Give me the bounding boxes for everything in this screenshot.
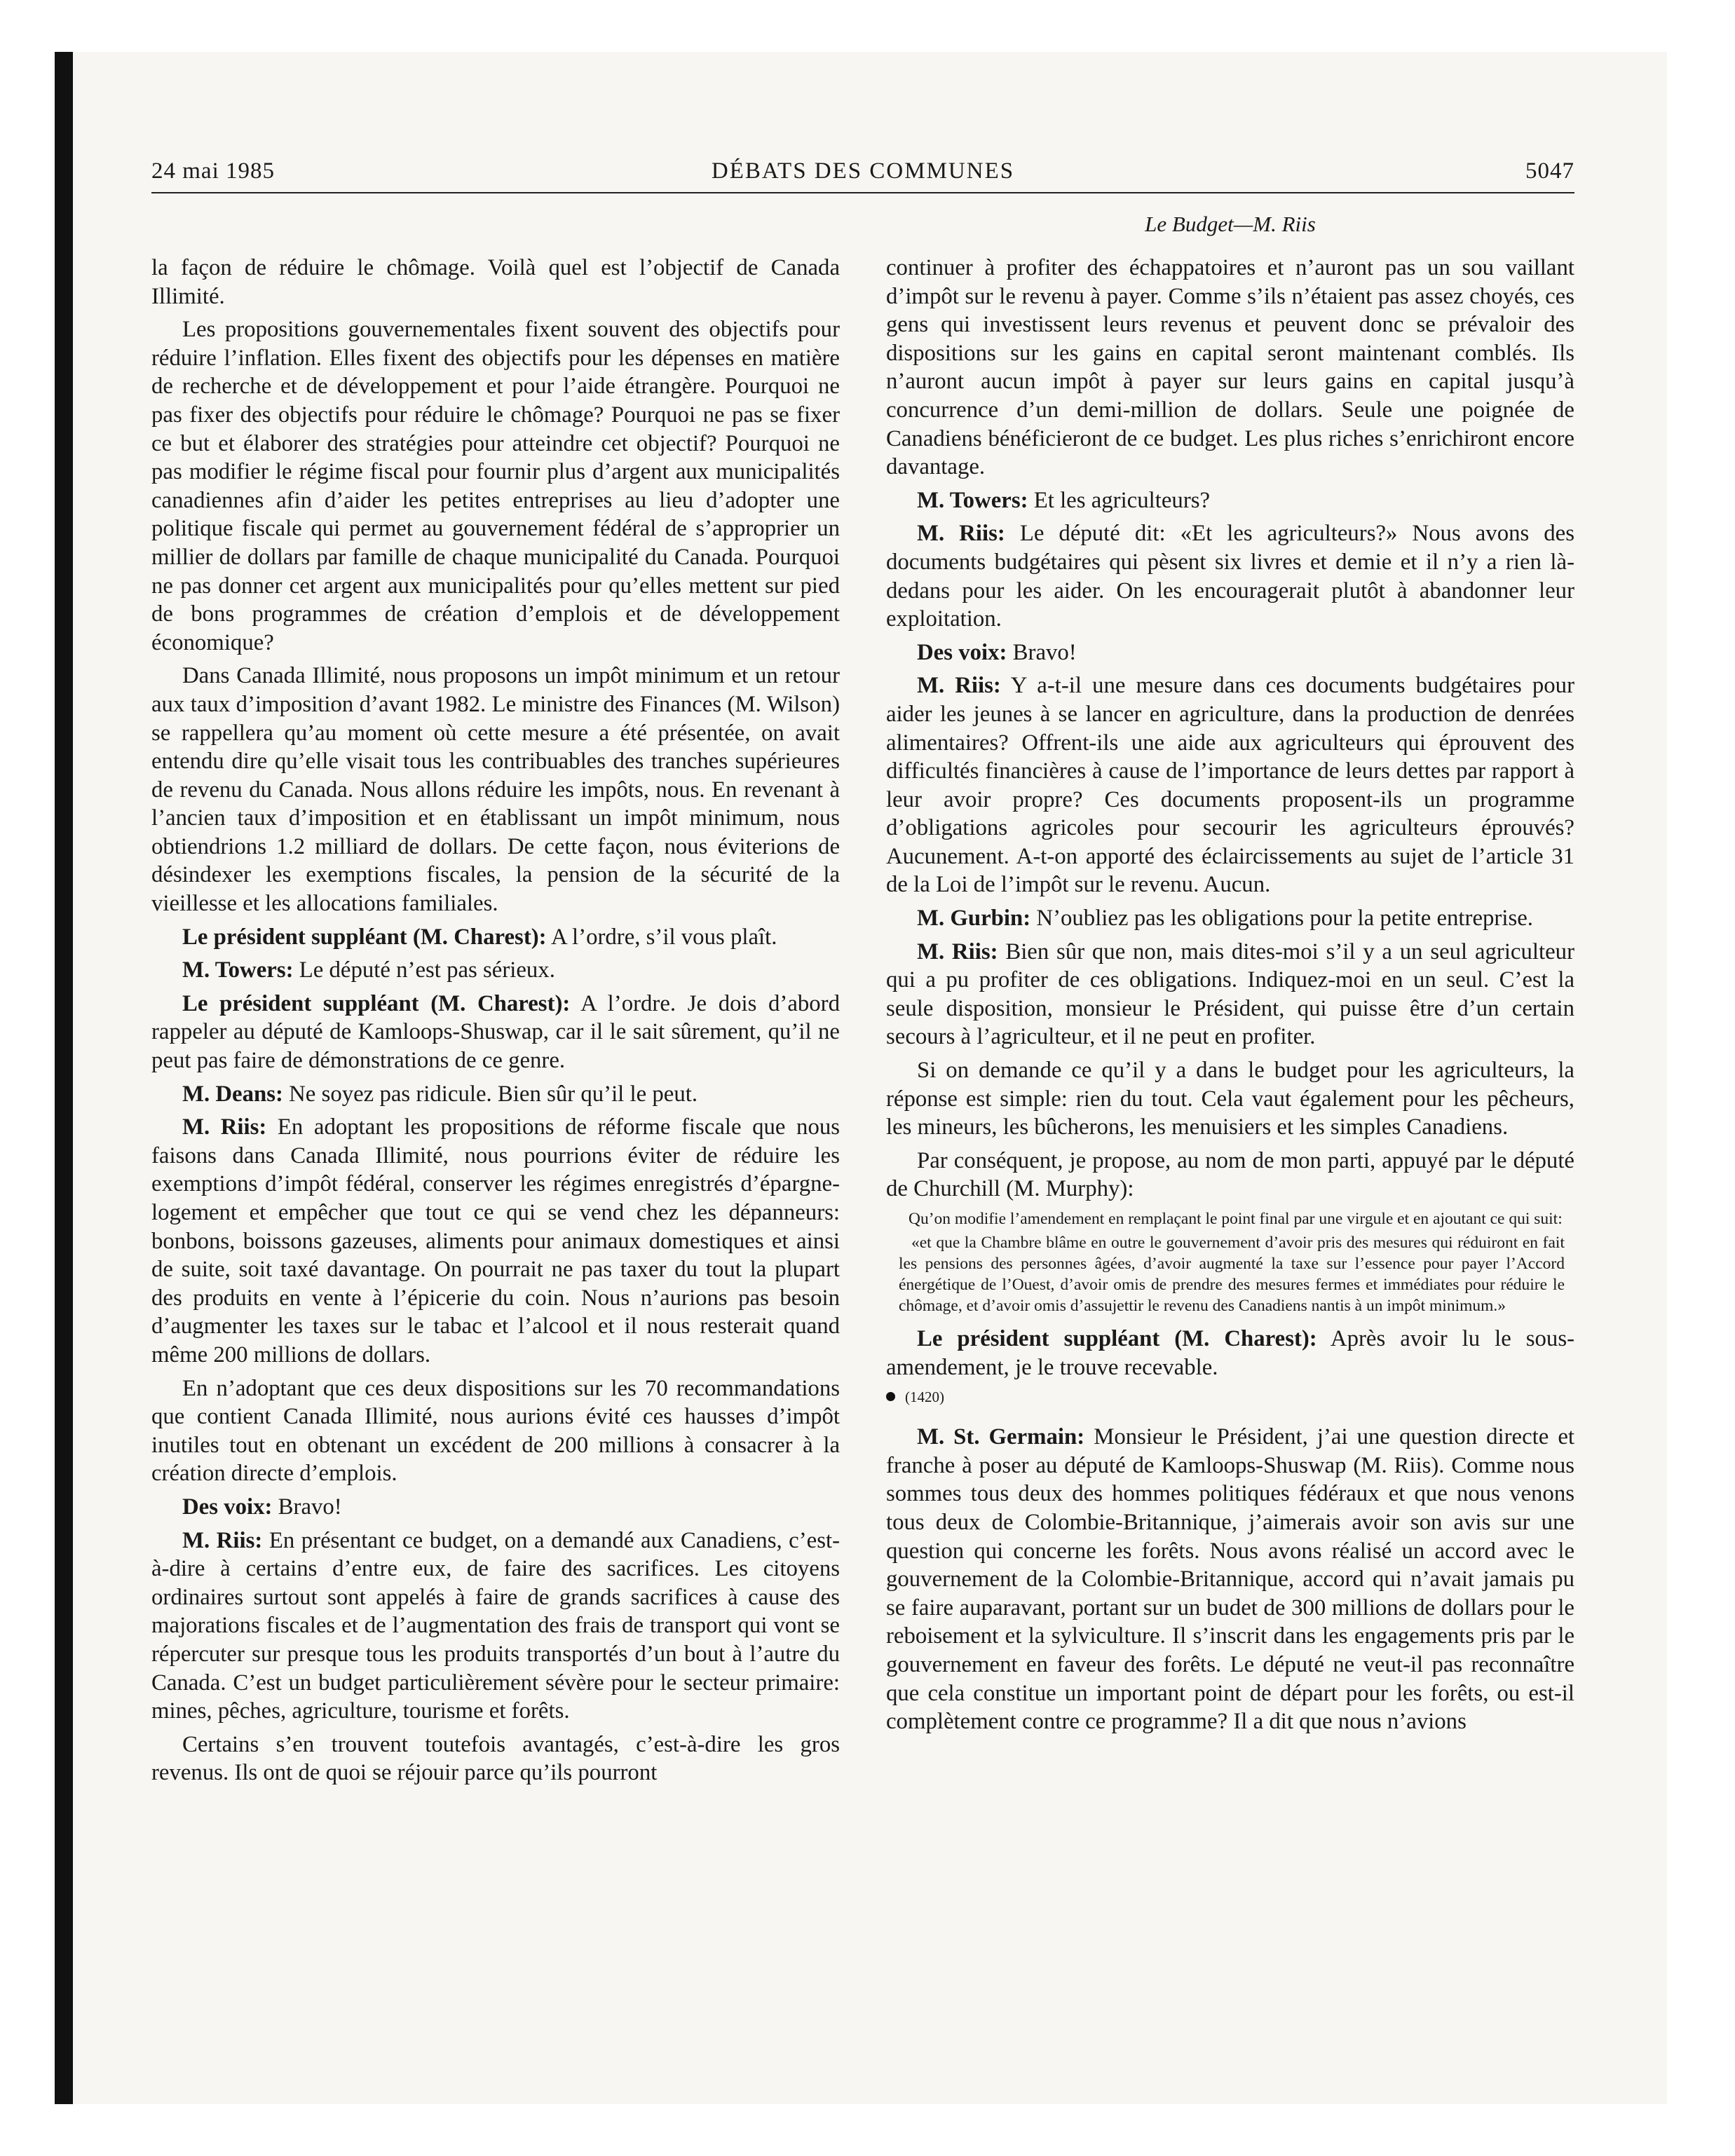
paragraph [151, 315, 840, 657]
paragraph-text: Les propositions gouvernementales fixent souvent des objectifs pour réduire l’inflation. Elles fixent des objectifs pour les dépenses en matière de recherche et de développement et pour l’aide étrangère. Pourquoi ne pas fixer des objectifs pour réduire le chômage? Pourquoi ne pas se fixer ce but et élaborer des stratégies pour atteindre cet objectif? Pourquoi ne pas modifier le régime fiscal pour fournir plus d’argent aux municipalités canadiennes afin d’aider les petites entreprises au lieu d’adopter une politique fiscale qui permet au gouvernement fédéral de s’approprier un millier de dollars par famille de chaque municipalité du Canada. Pourquoi ne pas donner cet argent aux municipalités pour qu’elles mettent sur pied de bons programmes de création d’emplois et de développement économique? [151, 317, 840, 655]
speech-paragraph [886, 486, 1574, 515]
bullet-icon [886, 1392, 895, 1401]
paragraph-text: N’oubliez pas les obligations pour la petite entreprise. [1036, 906, 1533, 932]
motion-text: «et que la Chambre blâme en outre le gouvernement d’avoir pris des mesures qui réduiront en fait les pensions des personnes âgées, d’avoir augmenté la taxe sur l’essence pour payer l’Accord énergétique de l’Ouest, d’avoir omis de prendre des mesures fermes et immédiates pour réduire le chômage, et d’avoir omis d’assujettir le revenu des Canadiens nantis à un impôt minimum.» [899, 1234, 1565, 1315]
speech-paragraph [151, 956, 840, 985]
speaker-name: M. Riis: [917, 521, 1005, 547]
speech-paragraph [151, 923, 840, 952]
page-number: 5047 [1525, 158, 1574, 184]
timestamp-text: (1420) [905, 1389, 944, 1406]
paragraph [886, 1147, 1574, 1203]
speech-paragraph [151, 1493, 840, 1522]
paragraph-text: En adoptant les propositions de réforme fiscale que nous faisons dans Canada Illimité, nous pourrions éviter de réduire les exemptions d’impôt fédéral, conserver les régimes enregistrés d’épargne-logement et empêcher que tout ce qui se vend chez les dépanneurs: bonbons, boissons gazeuses, aliments pour animaux domestiques et ainsi de suite, soit taxé davantage. On pourrait ne pas taxer du tout la plupart des produits en vente à l’épicerie du coin. Nous n’aurions pas besoin d’augmenter les taxes sur le tabac et l’alcool et il nous resterait quand même 200 millions de dollars. [151, 1114, 841, 1367]
scan-edge-bar [55, 52, 73, 2104]
paragraph [886, 254, 1574, 482]
speaker-name: M. Towers: [917, 487, 1028, 513]
speaker-name: Des voix: [917, 639, 1007, 665]
paragraph-text: Après avoir lu le sous-amendement, je le trouve recevable. [886, 1326, 1575, 1380]
paragraph-text: A l’ordre. Je dois d’abord rappeler au député de Kamloops-Shuswap, car il le sait sûrement, qu’il ne peut pas faire de démonstrations de ce genre. [151, 990, 840, 1074]
speech-paragraph [886, 671, 1574, 899]
paragraph-text: En présentant ce budget, on a demandé aux Canadiens, c’est-à-dire à certains d’entre eux, de faire des sacrifices. Les citoyens ordinaires surtout sont appelés à faire de grands sacrifices à cause des majorations fiscales et de l’augmentation des frais de transport qui vont se répercuter sur presque tous les produits transportés d’un bout à l’autre du Canada. C’est un budget particulièrement sévère pour le secteur primaire: mines, pêches, agriculture, tourisme et forêts. [151, 1527, 841, 1724]
right-column-part-b [886, 1325, 1574, 1381]
paragraph-text: Certains s’en trouvent toutefois avantagés, c’est-à-dire les gros revenus. Ils ont de quoi se réjouir parce qu’ils pourront [151, 1731, 840, 1786]
running-head: Le Budget—M. Riis [1145, 212, 1316, 236]
paragraph [151, 1731, 840, 1787]
speaker-name: Le président suppléant (M. Charest): [917, 1326, 1317, 1351]
speaker-name: M. Riis: [917, 939, 998, 964]
speech-paragraph [151, 1080, 840, 1109]
header-date: 24 mai 1985 [151, 158, 275, 184]
speaker-name: M. Gurbin: [917, 906, 1031, 932]
speech-paragraph [151, 990, 840, 1075]
right-column-part-c [886, 1423, 1574, 1736]
paragraph-text: Bien sûr que non, mais dites-moi s’il y a un seul agriculteur qui a pu profiter de ces obligations. Indiquez-moi en un seul. C’est la seule disposition, monsieur le Président, qui puisse être d’un certain secours à l’agriculteur, et il ne peut en profiter. [886, 939, 1574, 1050]
paragraph [151, 1374, 840, 1488]
speech-paragraph [886, 1423, 1574, 1736]
paragraph-text: Bravo! [278, 1494, 342, 1520]
header-rule [151, 192, 1574, 193]
speech-paragraph [886, 1325, 1574, 1381]
paragraph-text: Par conséquent, je propose, au nom de mon parti, appuyé par le député de Churchill (M. Murphy): [886, 1147, 1574, 1202]
speech-paragraph [886, 904, 1574, 933]
speech-paragraph [151, 1113, 840, 1369]
motion-quote [886, 1208, 1574, 1316]
header-title: DÉBATS DES COMMUNES [711, 158, 1015, 184]
speaker-name: Le président suppléant (M. Charest): [182, 990, 571, 1016]
speaker-name: Le président suppléant (M. Charest): [182, 924, 547, 950]
speaker-name: M. St. Germain: [917, 1424, 1085, 1450]
paragraph [886, 1056, 1574, 1142]
left-column [151, 254, 840, 1792]
speaker-name: Des voix: [182, 1494, 273, 1520]
paragraph-text: Dans Canada Illimité, nous proposons un impôt minimum et un retour aux taux d’imposition d’avant 1982. Le ministre des Finances (M. Wilson) se rappellera qu’au moment où cette mesure a été présentée, on avait entendu dire qu’elle visait tous les contribuables des tranches supérieures de revenu du Canada. Nous allons réduire les impôts, nous. En revenant à l’ancien taux d’imposition et en établissant un impôt minimum, nous obtiendrions 1.2 milliard de dollars. De cette façon, nous éviterions de désindexer les exemptions fiscales, la pension de la sécurité de la vieillesse et les allocations familiales. [151, 663, 840, 917]
paragraph-text: Y a-t-il une mesure dans ces documents budgétaires pour aider les jeunes à se lancer en agriculture, dans la production de denrées alimentaires? Offrent-ils une aide aux agriculteurs qui éprouvent des difficultés financières à cause de l’importance de leurs dettes par rapport à leur avoir propre? Ces documents proposent-ils un programme d’obligations agricoles pour secourir les agriculteurs éprouvés? Aucunement. A-t-on apporté des éclaircissements au sujet de l’article 31 de la Loi de l’impôt sur le revenu. Aucun. [886, 673, 1575, 898]
speaker-name: M. Riis: [917, 673, 1001, 699]
speech-paragraph [886, 938, 1574, 1051]
speaker-name: M. Riis: [182, 1527, 263, 1553]
paragraph-text: Le député n’est pas sérieux. [299, 957, 555, 983]
paragraph-text: Si on demande ce qu’il y a dans le budget pour les agriculteurs, la réponse est simple: rien du tout. Cela vaut également pour les pêcheurs, les mineurs, les bûcherons, les menuisiers et les simples Canadiens. [886, 1058, 1574, 1140]
paragraph-text: Le député dit: «Et les agriculteurs?» Nous avons des documents budgétaires qui pèsent six livres et demie et il n’y a rien là-dedans pour les aider. On les encouragerait plutôt à abandonner leur exploitation. [886, 521, 1574, 632]
paragraph-text: Bravo! [1012, 639, 1077, 665]
speaker-name: M. Towers: [182, 957, 294, 983]
paragraph-text: Ne soyez pas ridicule. Bien sûr qu’il le peut. [289, 1081, 698, 1107]
paragraph-text: la façon de réduire le chômage. Voilà quel est l’objectif de Canada Illimité. [151, 255, 840, 309]
timestamp [886, 1386, 1574, 1407]
right-column-part-a [886, 254, 1574, 1203]
paragraph [151, 254, 840, 311]
motion-intro: Qu’on modifie l’amendement en remplaçant le point final par une virgule et en ajoutant ce qui suit: [909, 1210, 1563, 1228]
paragraph-text: Et les agriculteurs? [1033, 487, 1211, 513]
right-column [886, 254, 1574, 1741]
paragraph [151, 662, 840, 917]
speech-paragraph [886, 639, 1574, 667]
paragraph-text: continuer à profiter des échappatoires et n’auront pas un sou vaillant d’impôt sur le revenu à payer. Comme s’ils n’étaient pas assez choyés, ces gens qui investissent leurs revenus et peuvent donc se prévaloir des dispositions sur les gains en capital seront maintenant comblés. Ils n’auront aucun impôt à payer sur leurs gains en capital jusqu’à concurrence d’un demi-million de dollars. Seule une poignée de Canadiens bénéficieront de ce budget. Les plus riches s’enrichiront encore davantage. [886, 255, 1574, 480]
paragraph-text: En n’adoptant que ces deux dispositions sur les 70 recommandations que contient Canada Illimité, nous aurions évité ces hausses d’impôt inutiles tout en obtenant un excédent de 200 millions à consacrer à la création directe d’emplois. [151, 1375, 840, 1487]
speech-paragraph [151, 1527, 840, 1726]
speaker-name: M. Riis: [182, 1114, 267, 1140]
speaker-name: M. Deans: [182, 1081, 283, 1107]
paragraph-text: Monsieur le Président, j’ai une question directe et franche à poser au député de Kamloops-Shuswap (M. Riis). Comme nous sommes tous deux des hommes politiques fédéraux et que nous venons tous deux de Colombie-Britannique, j’aimerais avoir son avis sur une question qui concerne les forêts. Nous avons réalisé un accord avec le gouvernement de la Colombie-Britannique, accord qui n’avait jamais pu se faire auparavant, portant sur un budet de 300 millions de dollars pour le reboisement et la sylviculture. Il s’inscrit dans les engagements pris par le gouvernement en faveur des forêts. Le député ne veut-il pas reconnaître que cela constitue un important point de départ pour les forêts, ou est-il complètement contre ce programme? Il a dit que nous n’avions [886, 1424, 1574, 1735]
speech-paragraph [886, 519, 1574, 633]
paragraph-text: A l’ordre, s’il vous plaît. [550, 924, 777, 950]
